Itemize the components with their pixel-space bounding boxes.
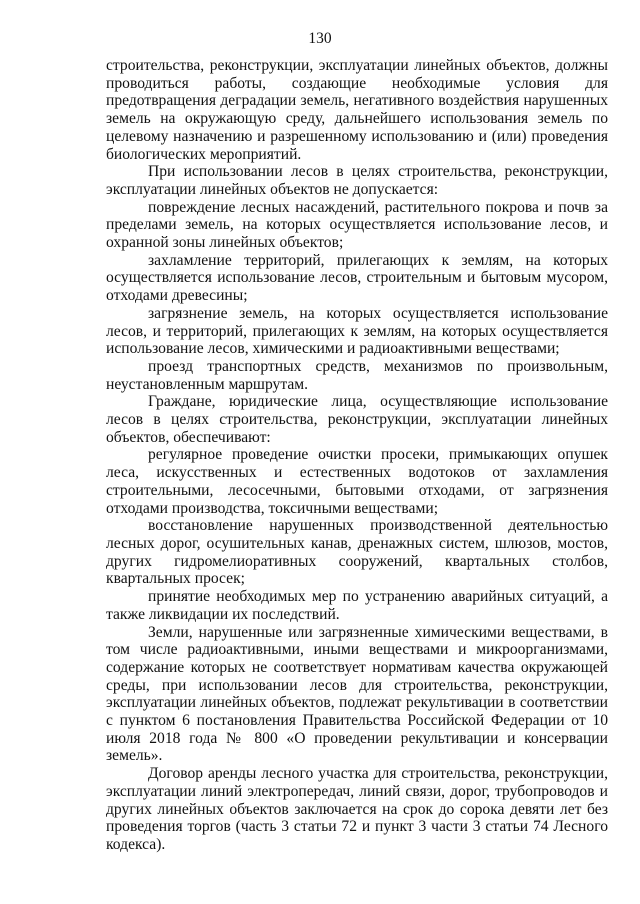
list-item-damage: повреждение лесных насаждений, растительного покрова и почв за пределами земель, на которых осуществляется использование лесов, и охранной зоны линейных объектов; [106, 198, 608, 252]
paragraph-obligations-intro: Граждане, юридические лица, осуществляющие использование лесов в целях строительства, реконструкции, эксплуатации линейных объектов, обеспечивают: [106, 393, 608, 446]
paragraph-reclamation-works: строительства, реконструкции, эксплуатации линейных объектов, должны проводиться работы, создающие необходимые условия для предотвращения деградации земель, негативного воздействия нарушенных земель на окружающую среду, дальнейшего использования земель по целевому назначению и разрешенному использованию и (или) проведения биологических мероприятий. [106, 57, 608, 163]
list-item-pollution: загрязнение земель, на которых осуществляется использование лесов, и территорий, прилегающих к землям, на которых осуществляется использование лесов, химическими и радиоактивными веществами; [106, 304, 608, 358]
body-text [106, 57, 608, 854]
list-item-emergency-measures: принятие необходимых мер по устранению аварийных ситуаций, а также ликвидации их последствий. [106, 588, 608, 623]
list-item-vehicle-passage: проезд транспортных средств, механизмов по произвольным, неустановленным маршрутам. [106, 357, 608, 393]
list-item-littering: захламление территорий, прилегающих к землям, на которых осуществляется использование лесов, строительным и бытовым мусором, отходами древесины; [106, 251, 608, 305]
list-item-clearing: регулярное проведение очистки просеки, примыкающих опушек леса, искусственных и естественных водотоков от захламления строительными, лесосечными, бытовыми отходами, от загрязнения отходами производства, токсичными веществами; [106, 446, 608, 517]
page-number: 130 [308, 30, 332, 47]
paragraph-prohibitions-intro: При использовании лесов в целях строительства, реконструкции, эксплуатации линейных объектов не допускается: [106, 163, 608, 198]
paragraph-contaminated-lands: Земли, нарушенные или загрязненные химическими веществами, в том числе радиоактивными, иными веществами и микроорганизмами, содержание которых не соответствует нормативам качества окружающей среды, при использовании лесов для строительства, реконструкции, эксплуатации линейных объектов, подлежат рекультивации в соответствии с пунктом 6 постановления Правительства Российской Федерации от 10 июля 2018 года № 800 «О проведении рекультивации и консервации земель». [106, 623, 608, 765]
list-item-restoration: восстановление нарушенных производственной деятельностью лесных дорог, осушительных канав, дренажных систем, шлюзов, мостов, других гидромелиоративных сооружений, квартальных столбов, квартальных просек; [106, 517, 608, 588]
paragraph-lease-agreement: Договор аренды лесного участка для строительства, реконструкции, эксплуатации линий электропередач, линий связи, дорог, трубопроводов и других линейных объектов заключается на срок до сорока девяти лет без проведения торгов (часть 3 статьи 72 и пункт 3 части 3 статьи 74 Лесного кодекса). [106, 765, 608, 853]
